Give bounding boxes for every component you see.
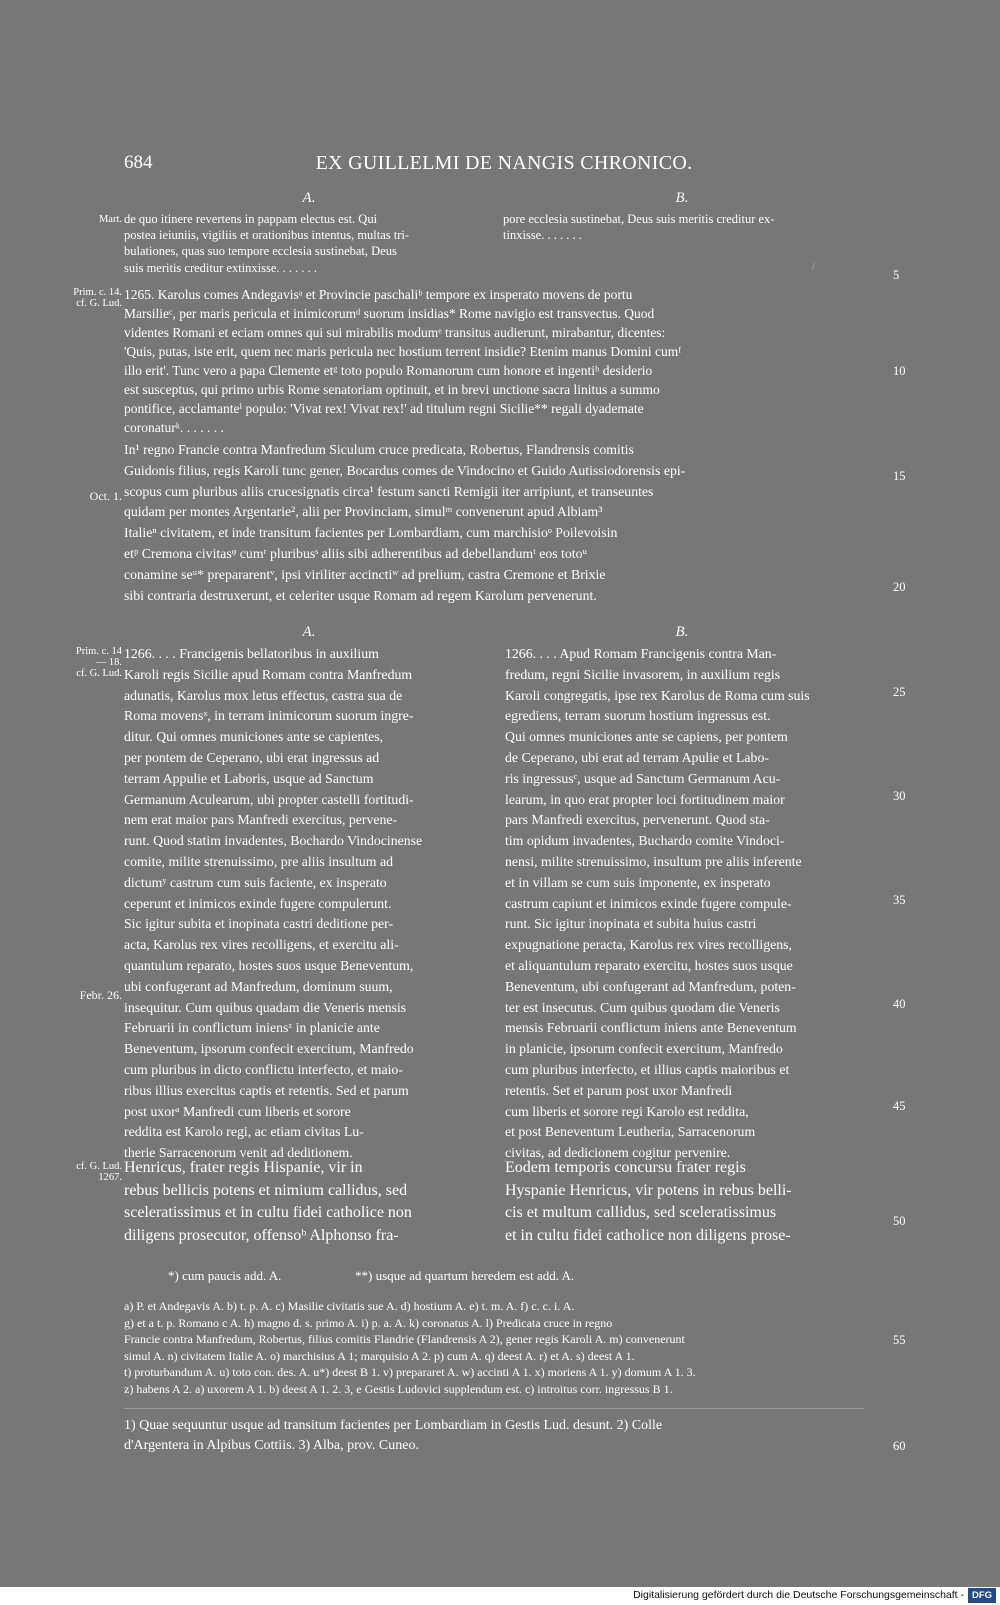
text-line: therie Sarracenorum venit ad deditionem.	[124, 1145, 353, 1161]
text-line: et in cultu fidei catholice non diligens prose-	[505, 1226, 791, 1244]
text-line: simul A. n) civitatem Italie A. o) marchisius A 1; marquisio A 2. p) cum A. q) deest A. r) et A. s) deest A 1.	[124, 1348, 635, 1363]
text-line: est susceptus, qui primo urbis Rome senatoriam optinuit, et in brevi unctione sacra linitus a summo	[124, 382, 660, 397]
text-line: 'Quis, putas, iste erit, quem nec maris pericula nec hostium terrent insidie? Etenim manus Domini cumᶠ	[124, 344, 682, 359]
critical-apparatus	[124, 1298, 868, 1398]
margin-note-cf-1: cf. G. Lud.	[76, 298, 122, 309]
text-line: z) habens A 2. a) uxorem A 1. b) deest A 1. 2. 3, e Gestis Ludovici supplendum est. c) introitus corr. ingressus B 1.	[124, 1381, 673, 1396]
text-line: ceperunt et inimicos exinde fugere compulerunt.	[124, 895, 392, 911]
column-b-heading-2: B.	[675, 624, 689, 640]
column-a-heading-2: A.	[302, 624, 316, 640]
text-line: pore ecclesia sustinebat, Deus suis meritis creditur ex-	[503, 212, 775, 226]
text-line: pontifice, acclamanteⁱ populo: 'Vivat rex! Vivat rex!' ad titulum regni Sicilie** regali dyademate	[124, 401, 644, 416]
text-line: Sic igitur subita et inopinata castri deditione per-	[124, 916, 394, 932]
column-a-top-text	[124, 211, 494, 276]
text-line: terram Appulie et Laboris, usque ad Sanctum	[124, 770, 374, 786]
text-line: Karoli congregatis, ipse rex Karolus de Roma cum suis	[505, 687, 810, 703]
margin-note-prim-1: Prim. c. 14.	[73, 287, 122, 298]
text-line: postea ieiuniis, vigiliis et orationibus intentus, multas tri-	[124, 228, 410, 243]
text-line: et aliquantulum reparato exercitu, hostes suos usque	[505, 957, 793, 973]
column-b-henricus	[505, 1157, 867, 1247]
text-line: runt. Quod statim invadentes, Bochardo Vindocinense	[124, 833, 423, 849]
text-line: de quo itinere revertens in pappam electus est. Qui	[124, 212, 378, 226]
paragraph-crusade	[124, 440, 864, 606]
line-number: 55	[893, 1333, 906, 1347]
text-line: Februarii in conflictum iniensᶻ in planicie ante	[124, 1020, 380, 1036]
text-line: expugnatione peracta, Karolus rex vires recolligens,	[505, 937, 792, 953]
margin-note-cf-3: cf. G. Lud.	[76, 1161, 122, 1172]
text-line: quantulum reparato, hostes suos usque Beneventum,	[124, 957, 414, 973]
text-line: castrum capiunt et inimicos exinde fugere compule-	[505, 895, 792, 911]
text-line: egrediens, terram suorum hostium ingressus est.	[505, 708, 771, 724]
star-note-1: *) cum paucis add. A.	[168, 1268, 282, 1283]
margin-note-prim-2b: — 18.	[95, 657, 122, 668]
text-line: learum, in quo erat propter loci fortitudinem maior	[505, 791, 785, 807]
text-line: retentis. Set et parum post uxor Manfredi	[505, 1082, 733, 1098]
funding-credit: Digitalisierung gefördert durch die Deutsche Forschungsgemeinschaft -	[633, 1589, 964, 1601]
text-line: in planicie, ipsorum confecit exercitum, Manfredo	[505, 1041, 783, 1057]
text-line: acta, Karolus rex vires recolligens, et exercitu ali-	[124, 937, 399, 953]
line-number: 5	[893, 268, 900, 282]
text-line: illo erit'. Tunc vero a papa Clemente etᵍ toto populo Romanorum cum honore et ingentiʰ desiderio	[124, 363, 653, 378]
text-line: etᵖ Cremona civitasᵠ cumʳ pluribusˢ aliis sibi adherentibus ad debellandumᵗ eos totoᵘ	[124, 545, 588, 561]
text-line: cis et multum callidus, sed sceleratissimus	[505, 1204, 777, 1221]
text-line: reddita est Karolo regi, ac etiam civitas Lu-	[124, 1124, 364, 1140]
text-line: Germanum Aculearum, ubi propter castelli fortitudi-	[124, 791, 414, 807]
text-line: civitas, ad dedicionem cogitur pervenire.	[505, 1145, 731, 1161]
text-line: ribus illius exercitus captis et retentis. Sed et parum	[124, 1082, 409, 1098]
text-line: cum pluribus in dicto conflictu interfecto, et maio-	[124, 1061, 403, 1077]
text-line: g) et a t. p. Romano c A. h) magno d. s. primo A. i) p. a. A. k) coronatus A. l) Predicata cruce in regno	[124, 1315, 613, 1330]
line-number: 35	[893, 893, 906, 907]
margin-note-oct: Oct. 1.	[89, 489, 122, 503]
text-line: Francie contra Manfredum, Robertus, filius comitis Flandrie (Flandrensis A 2), gener regis Karoli A. m) convenerunt	[124, 1332, 685, 1347]
text-line: cum liberis et sorore regi Karolo est reddita,	[505, 1103, 749, 1119]
line-number: 20	[893, 580, 906, 594]
paragraph-1265	[124, 285, 864, 437]
historical-notes	[124, 1416, 868, 1456]
text-line: suis meritis creditur extinxisse. . . . . . .	[124, 260, 318, 275]
text-line: rebus bellicis potens et nimium callidus, sed	[124, 1181, 408, 1199]
star-note-2: **) usque ad quartum heredem est add. A.	[355, 1268, 575, 1283]
editorial-mark: /	[812, 262, 815, 273]
text-line: conamine seᵘ* prepararentᵛ, ipsi viriliter accinctiʷ ad prelium, castra Cremone et Brixie	[124, 566, 606, 582]
footnote-divider	[124, 1408, 864, 1409]
line-number: 60	[893, 1439, 906, 1453]
text-line: ditur. Qui omnes municiones ante se capientes,	[124, 729, 384, 745]
text-line: Roma movensˣ, in terram inimicorum suorum ingre-	[124, 708, 414, 724]
text-line: Henricus, frater regis Hispanie, vir in	[124, 1159, 363, 1176]
text-line: Beneventum, ipsorum confecit exercitum, Manfredo	[124, 1041, 414, 1057]
text-line: videntes Romani et eciam omnes qui sui mirabilis modumᵉ transitus audierunt, mirabantur, dicentes:	[124, 325, 666, 340]
text-line: diligens prosecutor, offensoᵇ Alphonso fra-	[124, 1226, 399, 1244]
margin-note-year-1267: 1267.	[98, 1172, 122, 1183]
text-line: 1265. Karolus comes Andegavisᵃ et Provincie paschaliᵇ tempore ex insperato movens de portu	[124, 287, 633, 302]
text-line: adunatis, Karolus mox letus effectus, castra sua de	[124, 687, 403, 703]
text-line: nem erat maior pars Manfredi exercitus, pervene-	[124, 812, 398, 828]
text-line: fredum, regni Sicilie invasorem, in auxilium regis	[505, 666, 781, 682]
text-line: pars Manfredi exercitus, pervenerunt. Quod sta-	[505, 812, 770, 828]
text-line: et post Beneventum Leutheria, Sarracenorum	[505, 1124, 756, 1140]
text-line: Guidonis filius, regis Karoli tunc gener, Bocardus comes de Vindocino et Guido Autissiodorensis epi-	[124, 462, 686, 478]
running-title: EX GUILLELMI DE NANGIS CHRONICO.	[315, 152, 693, 174]
text-line: d'Argentera in Alpibus Cottiis. 3) Alba, prov. Cuneo.	[124, 1438, 419, 1453]
text-line: per pontem de Ceperano, ubi erat ingressus ad	[124, 749, 380, 765]
text-line: 1266. . . . Apud Romam Francigenis contra Man-	[505, 646, 777, 661]
page-number: 684	[124, 152, 153, 173]
text-line: comite, milite strenuissimo, pre aliis insultum ad	[124, 853, 394, 869]
column-b-heading: B.	[675, 190, 689, 206]
column-a-text	[124, 644, 489, 1164]
text-line: mensis Februarii conflictum iniens ante Beneventum	[505, 1020, 797, 1036]
column-a-heading: A.	[302, 190, 316, 206]
text-line: Qui omnes municiones ante se capiens, per pontem	[505, 729, 788, 745]
text-line: Beneventum, ubi confugerant ad Manfredum, poten-	[505, 978, 796, 994]
line-number: 45	[893, 1099, 906, 1113]
text-line: cum pluribus interfecto, et illius captis maioribus et	[505, 1061, 790, 1077]
line-number: 40	[893, 997, 906, 1011]
text-line: tinxisse. . . . . . .	[503, 228, 582, 243]
text-line: t) proturbandum A. u) toto con. des. A. u*) deest B 1. v) prepararet A. w) accinti A 1. x) moriens A 1. y) domum A 1. 3.	[124, 1365, 696, 1380]
text-line: dictumʸ castrum cum suis faciente, ex insperato	[124, 874, 387, 890]
text-line: Karoli regis Sicilie apud Romam contra Manfredum	[124, 666, 413, 682]
text-line: coronaturᵏ. . . . . . .	[124, 420, 224, 435]
line-number: 50	[893, 1214, 906, 1228]
text-line: Marsilieᶜ, per maris pericula et inimicorumᵈ suorum insidias* Rome navigio est transvectus. Quod	[124, 306, 655, 321]
text-line: nensi, milite strenuissimo, insultum pre aliis inferente	[505, 853, 802, 869]
text-line: ris ingressusᶜ, usque ad Sanctum Germanum Acu-	[505, 770, 781, 786]
text-line: ubi confugerant ad Manfredum, dominum suum,	[124, 978, 393, 994]
column-b-text	[505, 644, 867, 1164]
text-line: bulationes, quas suo tempore ecclesia sustinebat, Deus	[124, 244, 397, 259]
text-line: 1266. . . . Francigenis bellatoribus in auxilium	[124, 646, 379, 661]
text-line: insequitur. Cum quibus quadam die Veneris mensis	[124, 999, 407, 1015]
text-line: ter est insecutus. Cum quibus quodam die Veneris	[505, 999, 780, 1015]
text-line: de Ceperano, ubi erat ad terram Apulie et Labo-	[505, 749, 769, 765]
text-line: Hyspanie Henricus, vir potens in rebus belli-	[505, 1181, 792, 1199]
text-line: scopus cum pluribus aliis crucesignatis circa¹ festum sancti Remigii iter arripiunt, et transeuntes	[124, 483, 654, 499]
line-number: 10	[893, 364, 906, 378]
text-line: et in villam se cum suis imponente, ex insperato	[505, 874, 771, 890]
text-line: 1) Quae sequuntur usque ad transitum facientes per Lombardiam in Gestis Lud. desunt. 2) Colle	[124, 1418, 663, 1433]
text-line: quidam per montes Argentarie², alii per Provinciam, simulᵐ convenerunt apud Albiam³	[124, 504, 603, 520]
text-line: In¹ regno Francie contra Manfredum Siculum cruce predicata, Robertus, Flandrensis comitis	[124, 442, 634, 457]
line-number: 30	[893, 789, 906, 803]
text-line: a) P. et Andegavis A. b) t. p. A. c) Masilie civitatis sue A. d) hostium A. e) t. m. A. f) c. c. i. A.	[124, 1299, 575, 1313]
margin-note-mart: Mart.	[98, 214, 122, 225]
line-number: 25	[893, 685, 906, 699]
text-line: post uxorᵃ Manfredi cum liberis et sorore	[124, 1103, 351, 1119]
line-number: 15	[893, 469, 906, 483]
margin-note-prim-2: Prim. c. 14	[75, 646, 122, 657]
text-line: tim opidum invadentes, Buchardo comite Vindoci-	[505, 833, 785, 849]
text-line: sibi contraria destruxerunt, et celeriter usque Romam ad regem Karolum pervenerunt.	[124, 587, 597, 603]
text-line: sceleratissimus et in cultu fidei catholice non	[124, 1204, 412, 1221]
margin-note-febr: Febr. 26.	[79, 988, 122, 1002]
text-line: runt. Sic igitur inopinata et subita huius castri	[505, 916, 757, 932]
page-header	[124, 152, 884, 182]
text-line: Eodem temporis concursu frater regis	[505, 1159, 746, 1176]
footer-bar	[0, 1587, 1000, 1605]
text-line: Italieⁿ civitatem, et inde transitum facientes per Lombardiam, cum marchisioᵒ Poilevoisin	[124, 525, 618, 541]
margin-note-cf-2: cf. G. Lud.	[76, 668, 122, 679]
column-a-henricus	[124, 1157, 489, 1247]
dfg-logo: DFG	[968, 1588, 996, 1603]
column-b-top-text	[503, 211, 864, 243]
